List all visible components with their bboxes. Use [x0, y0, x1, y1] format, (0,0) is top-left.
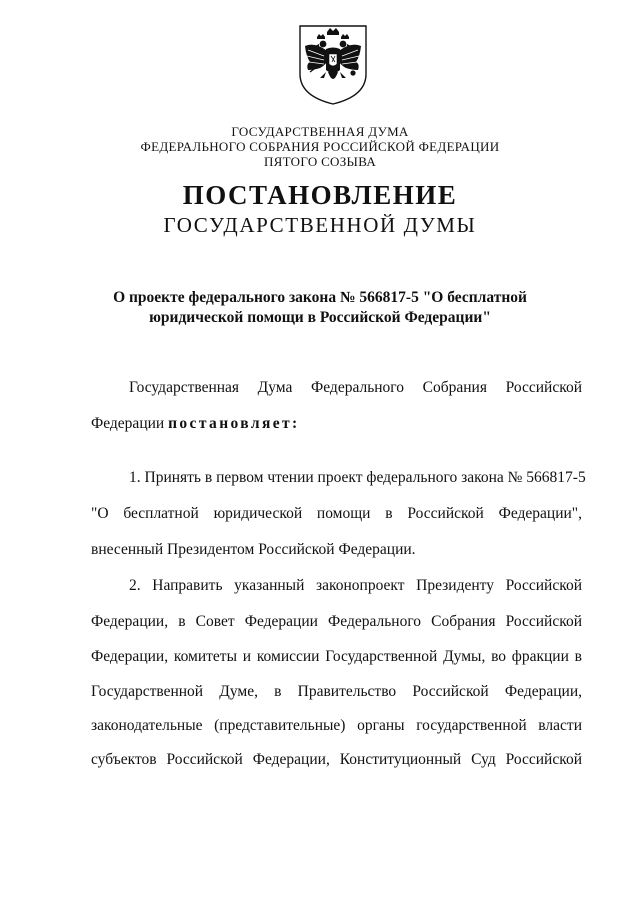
item2-line-5: законодательные (представительные) органы государственной власти	[91, 717, 582, 734]
document-type-title: ПОСТАНОВЛЕНИЕ	[182, 180, 458, 210]
preamble-line-2-start: Федерации	[91, 415, 165, 432]
double-headed-eagle-emblem-icon	[296, 22, 370, 106]
subject-line-2: юридической помощи в Российской Федерации"	[149, 309, 491, 326]
item1-line-1: 1. Принять в первом чтении проект федерального закона № 566817-5	[129, 469, 586, 486]
subject-line-1: О проекте федерального закона № 566817-5 "О бесплатной	[113, 289, 527, 306]
preamble-line-2	[91, 414, 582, 434]
item2-line-4: Государственной Думе, в Правительство Российской Федерации,	[91, 683, 582, 700]
header-convocation: ПЯТОГО СОЗЫВА	[263, 154, 377, 169]
item2-line-2: Федерации, в Совет Федерации Федерального Собрания Российской	[91, 613, 582, 630]
item2-line-1: 2. Направить указанный законопроект Президенту Российской	[129, 577, 582, 594]
header-federal-assembly: ФЕДЕРАЛЬНОГО СОБРАНИЯ РОССИЙСКОЙ ФЕДЕРАЦИИ	[140, 139, 500, 154]
item2-line-6: субъектов Российской Федерации, Конституционный Суд Российской	[91, 751, 582, 768]
document-issuer-title: ГОСУДАРСТВЕННОЙ ДУМЫ	[163, 213, 477, 237]
preamble-verb: постановляет:	[168, 415, 300, 432]
item2-line-3: Федерации, комитеты и комиссии Государственной Думы, во фракции в	[91, 648, 582, 665]
header-duma-name: ГОСУДАРСТВЕННАЯ ДУМА	[231, 124, 409, 139]
item1-line-3: внесенный Президентом Российской Федерации.	[91, 541, 416, 558]
preamble-line-1: Государственная Дума Федерального Собрания Российской	[129, 379, 582, 396]
item1-line-2: "О бесплатной юридической помощи в Российской Федерации",	[91, 505, 582, 522]
